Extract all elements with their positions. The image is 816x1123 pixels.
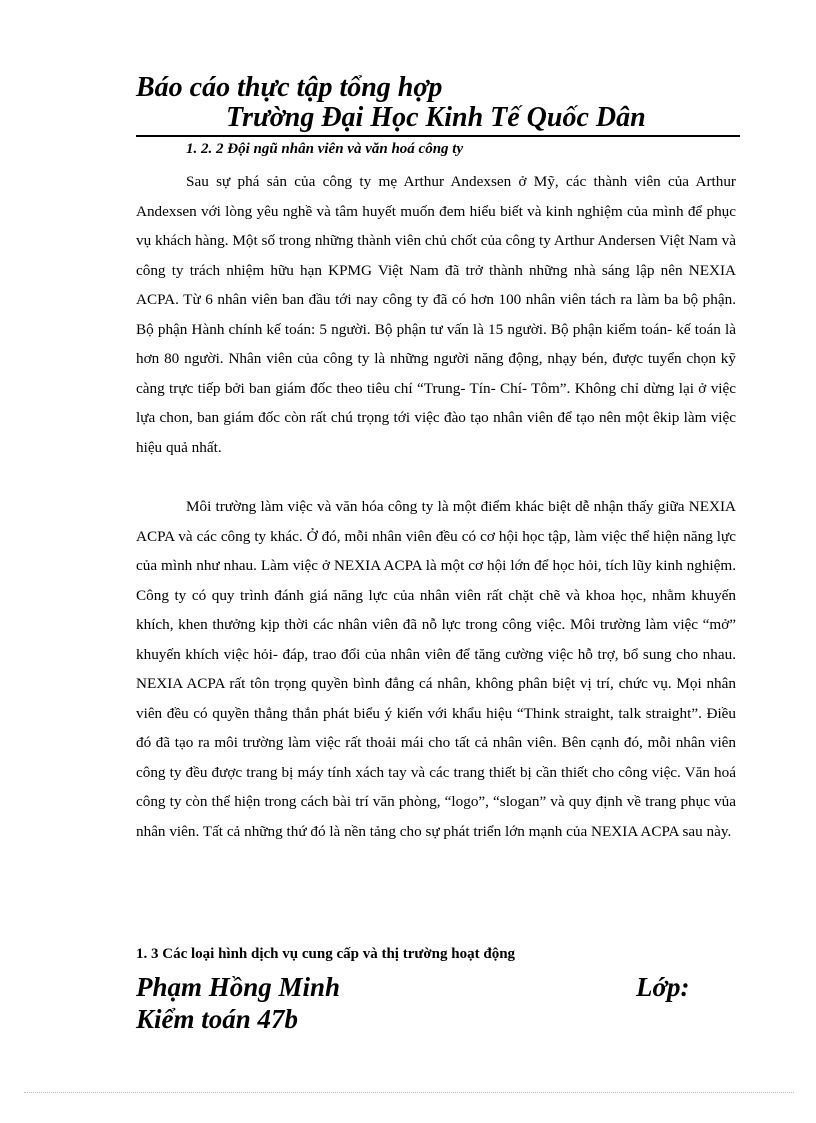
footer-class-label: Lớp: (636, 972, 690, 1002)
university-name: Trường Đại Học Kinh Tế Quốc Dân (226, 102, 646, 133)
section-heading-1-2-2: 1. 2. 2 Đội ngũ nhân viên và văn hoá công ty (186, 141, 464, 157)
section-heading-1-3: 1. 3 Các loại hình dịch vụ cung cấp và thị trường hoạt động (136, 946, 516, 962)
paragraph-culture: Môi trường làm việc và văn hóa công ty là một điểm khác biệt dễ nhận thấy giữa NEXIA ACPA và các công ty khác. Ở đó, mỗi nhân viên đều có cơ hội học tập, làm việc thể hiện năng lực của mình như nhau. Làm việc ở NEXIA ACPA là một cơ hội lớn để học hỏi, tích lũy kinh nghiệm. Công ty có quy trình đánh giá năng lực của nhân viên rất chặt chẽ và khoa học, nhằm khuyến khích, khen thưởng kịp thời các nhân viên đã nỗ lực trong công việc. Môi trường làm việc “mở” khuyến khích việc hỏi- đáp, trao đổi của nhân viên để tăng cường việc hỗ trợ, bổ sung cho nhau. NEXIA ACPA rất tôn trọng quyền bình đẳng cá nhân, không phân biệt vị trí, chức vụ. Mọi nhân viên đều có quyền thẳng thắn phát biểu ý kiến với khẩu hiệu “Think straight, talk straight”. Điều đó đã tạo ra môi trường làm việc rất thoải mái cho tất cả nhân viên. Bên cạnh đó, mỗi nhân viên công ty đều được trang bị máy tính xách tay và các trang thiết bị cần thiết cho công việc. Văn hoá công ty còn thể hiện trong cách bài trí văn phòng, “logo”, “slogan” và quy định về trang phục vủa nhân viên. Tất cả những thứ đó là nền tảng cho sự phát triển lớn mạnh của NEXIA ACPA sau này. (136, 498, 736, 840)
footer-author: Phạm Hồng Minh (136, 972, 341, 1002)
footer-class-name: Kiểm toán 47b (136, 1004, 299, 1034)
report-title: Báo cáo thực tập tổng hợp (136, 72, 443, 103)
page-bottom-rule (24, 1092, 794, 1093)
header-divider (136, 135, 740, 137)
paragraph-staff: Sau sự phá sản của công ty mẹ Arthur Andexsen ở Mỹ, các thành viên của Arthur Andexsen với lòng yêu nghề và tâm huyết muốn đem hiểu biết và kinh nghiệm của mình để phục vụ khách hàng. Một số trong những thành viên chủ chốt của công ty Arthur Andersen Việt Nam và công ty trách nhiệm hữu hạn KPMG Việt Nam đã trở thành những nhà sáng lập nên NEXIA ACPA. Từ 6 nhân viên ban đầu tới nay công ty đã có hơn 100 nhân viên tách ra làm ba bộ phận. Bộ phận Hành chính kế toán: 5 người. Bộ phận tư vấn là 15 người. Bộ phận kiểm toán- kế toán là hơn 80 người. Nhân viên của công ty là những người năng động, nhạy bén, được tuyển chọn kỹ càng trực tiếp bởi ban giám đốc theo tiêu chí “Trung- Tín- Chí- Tôm”. Không chỉ dừng lại ở việc lựa chon, ban giám đốc còn rất chú trọng tới việc đào tạo nhân viên để tạo nên một êkip làm việc hiệu quả nhất. (136, 173, 736, 456)
